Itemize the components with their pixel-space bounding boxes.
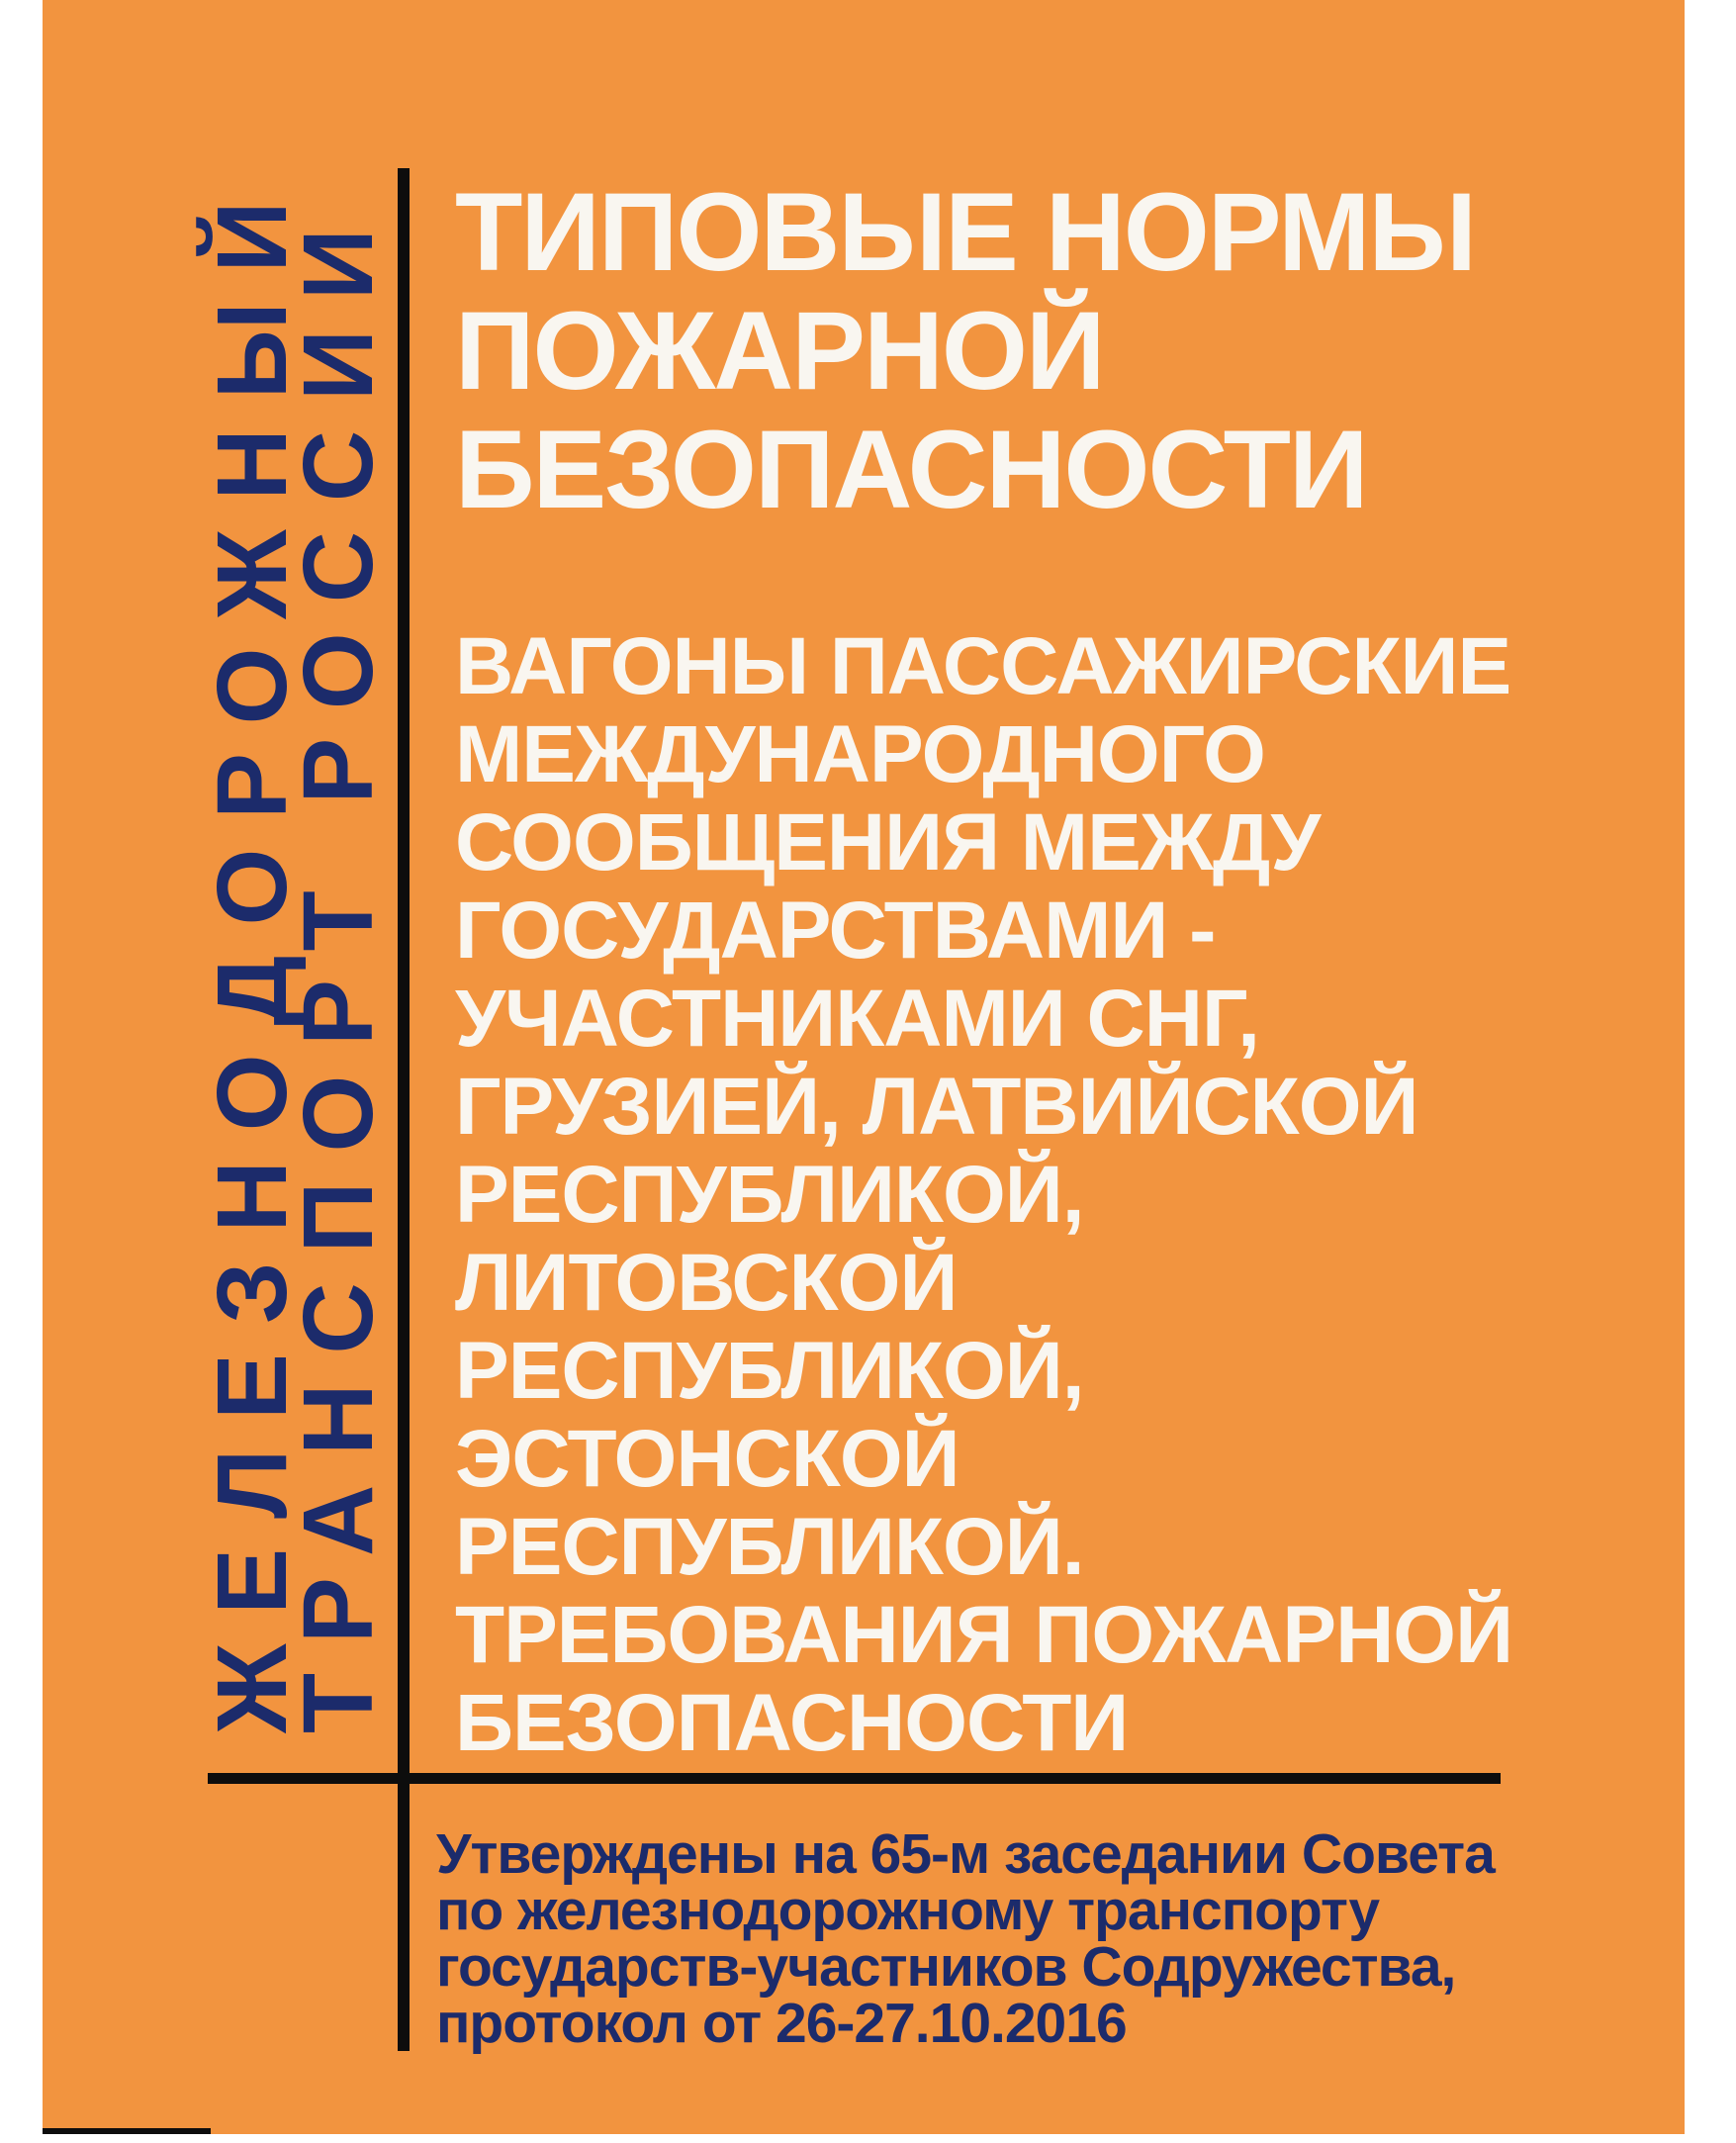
subtitle-line: РЕСПУБЛИКОЙ,: [455, 1150, 1084, 1240]
vertical-divider-line: [398, 168, 410, 2051]
main-title: [455, 170, 1476, 531]
subtitle-line: РЕСПУБЛИКОЙ.: [455, 1502, 1084, 1592]
subtitle-line: МЕЖДУНАРОДНОГО: [455, 709, 1265, 799]
subtitle-line: ГОСУДАРСТВАМИ -: [455, 885, 1216, 976]
subtitle-line: РЕСПУБЛИКОЙ,: [455, 1326, 1084, 1416]
subtitle-line: УЧАСТНИКАМИ СНГ,: [455, 974, 1259, 1064]
approval-note: [436, 1822, 1495, 2055]
subtitle-line: ТРЕБОВАНИЯ ПОЖАРНОЙ: [455, 1590, 1513, 1680]
approval-line: по железнодорожному транспорту: [436, 1879, 1380, 1942]
approval-line: государств-участников Содружества,: [436, 1935, 1456, 1999]
main-title-line: ТИПОВЫЕ НОРМЫ: [455, 170, 1476, 294]
approval-line: протокол от 26-27.10.2016: [436, 1992, 1127, 2055]
subtitle-line: ЛИТОВСКОЙ: [455, 1238, 958, 1328]
bottom-edge-bar: [43, 2128, 211, 2134]
main-title-line: БЕЗОПАСНОСТИ: [455, 408, 1367, 531]
section-divider-line: [208, 1773, 1501, 1784]
subtitle-line: ЭСТОНСКОЙ: [455, 1414, 959, 1504]
spine-text-transport: ТРАНСПОРТ РОССИИ: [283, 199, 394, 1733]
approval-line: Утверждены на 65-м заседании Совета: [436, 1822, 1495, 1886]
subtitle: [455, 622, 1512, 1767]
subtitle-line: БЕЗОПАСНОСТИ: [455, 1678, 1129, 1768]
subtitle-line: ГРУЗИЕЙ, ЛАТВИЙСКОЙ: [455, 1062, 1418, 1152]
subtitle-line: ВАГОНЫ ПАССАЖИРСКИЕ: [455, 621, 1511, 711]
main-title-line: ПОЖАРНОЙ: [455, 289, 1104, 413]
spine-text-railway: ЖЕЛЕЗНОДОРОЖНЫЙ: [197, 171, 308, 1733]
subtitle-line: СООБЩЕНИЯ МЕЖДУ: [455, 797, 1321, 887]
